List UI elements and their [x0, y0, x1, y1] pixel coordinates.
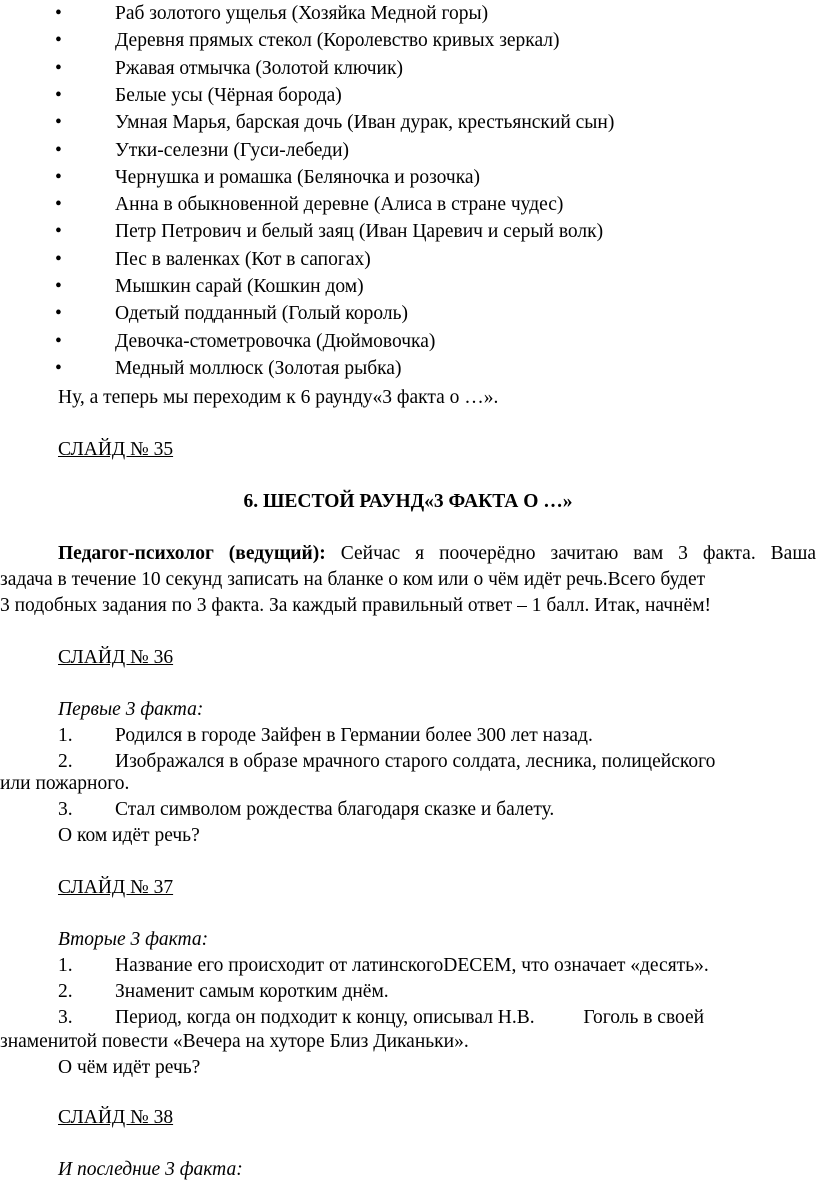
facts-2-item-text: Период, когда он подходит к концу, описывал Н.В. Гоголь в своей [115, 1007, 705, 1028]
bullet-icon: • [55, 3, 62, 24]
list-item-text: Ржавая отмычка (Золотой ключик) [115, 57, 403, 79]
slide-35-text: СЛАЙД № 35 [58, 439, 174, 460]
list-item-text: Одетый подданный (Голый король) [115, 303, 409, 325]
list-item-text: Мышкин сарай (Кошкин дом) [115, 276, 364, 297]
facts-2-item-number: 1. [58, 955, 73, 976]
facts-1-item-number: 2. [58, 751, 73, 772]
list-item-text: Чернушка и ромашка (Беляночка и розочка) [115, 166, 481, 188]
list-item-text: Умная Марья, барская дочь (Иван дурак, крестьянский сын) [115, 112, 615, 134]
facts-2-item-number: 3. [58, 1007, 73, 1028]
list-item-text: Петр Петрович и белый заяц (Иван Царевич и серый волк) [115, 221, 604, 243]
facts-2-item-number: 2. [58, 981, 73, 1002]
list-item-text: Белые усы (Чёрная борода) [115, 84, 342, 106]
bullet-icon: • [55, 330, 62, 352]
bullet-icon: • [55, 139, 62, 161]
question-2-text: О чём идёт речь? [58, 1057, 201, 1078]
bullet-icon: • [55, 166, 62, 188]
bullet-icon: • [55, 276, 62, 297]
slide-37-text: СЛАЙД № 37 [58, 877, 174, 898]
facts-3-heading-text: И последние 3 факта: [58, 1159, 243, 1180]
round-title: 6. ШЕСТОЙ РАУНД«3 ФАКТА О …» [243, 491, 573, 512]
list-item-text: Утки-селезни (Гуси-лебеди) [115, 139, 350, 161]
list-item-text: Девочка-стометровочка (Дюймовочка) [115, 330, 436, 352]
transition-text: Ну, а теперь мы переходим к 6 раунду«3 факта о …». [58, 387, 499, 408]
bullet-icon: • [55, 357, 62, 379]
host-label: Педагог-психолог (ведущий): [58, 543, 326, 564]
host-text-2: задача в течение 10 секунд записать на бланке о ком или о чём идёт речь.Всего будет [0, 569, 706, 590]
facts-2-item-text: Знаменит самым коротким днём. [115, 981, 389, 1002]
host-text-1: Сейчас я поочерёдно зачитаю вам 3 факта. Ваша [325, 543, 816, 564]
facts-1-item-2-continuation: или пожарного. [0, 773, 130, 794]
bullet-icon: • [55, 303, 62, 325]
bullet-icon: • [55, 221, 62, 243]
bullet-icon: • [55, 112, 62, 134]
slide-36-text: СЛАЙД № 36 [58, 647, 174, 668]
facts-1-item-text: Изображался в образе мрачного старого солдата, лесника, полицейского [115, 751, 716, 772]
facts-2-item-text: Название его происходит от латинскогоDECEM, что означает «десять». [115, 955, 709, 976]
facts-1-item-text: Родился в городе Зайфен в Германии более 300 лет назад. [115, 725, 593, 746]
facts-2-heading-text: Вторые 3 факта: [58, 929, 209, 950]
slide-38-text: СЛАЙД № 38 [58, 1107, 174, 1128]
question-1-text: О ком идёт речь? [58, 825, 200, 846]
list-item-text: Пес в валенках (Кот в сапогах) [115, 248, 371, 270]
list-item-text: Раб золотого ущелья (Хозяйка Медной горы) [115, 3, 489, 24]
facts-1-item-number: 1. [58, 725, 73, 746]
bullet-icon: • [55, 84, 62, 106]
facts-2-item-3-continuation: знаменитой повести «Вечера на хуторе Близ Диканьки». [0, 1031, 469, 1052]
bullet-icon: • [55, 248, 62, 270]
bullet-icon: • [55, 194, 62, 216]
bullet-icon: • [55, 57, 62, 79]
list-item-text: Медный моллюск (Золотая рыбка) [115, 357, 402, 379]
facts-1-item-text: Стал символом рождества благодаря сказке и балету. [115, 799, 555, 820]
facts-1-heading-text: Первые 3 факта: [58, 699, 204, 720]
bullet-icon: • [55, 30, 62, 52]
host-text-3: 3 подобных задания по 3 факта. За каждый правильный ответ – 1 балл. Итак, начнём! [0, 595, 712, 616]
list-item-text: Анна в обыкновенной деревне (Алиса в стране чудес) [115, 194, 564, 216]
facts-1-item-number: 3. [58, 799, 73, 820]
list-item-text: Деревня прямых стекол (Королевство кривых зеркал) [115, 30, 560, 52]
